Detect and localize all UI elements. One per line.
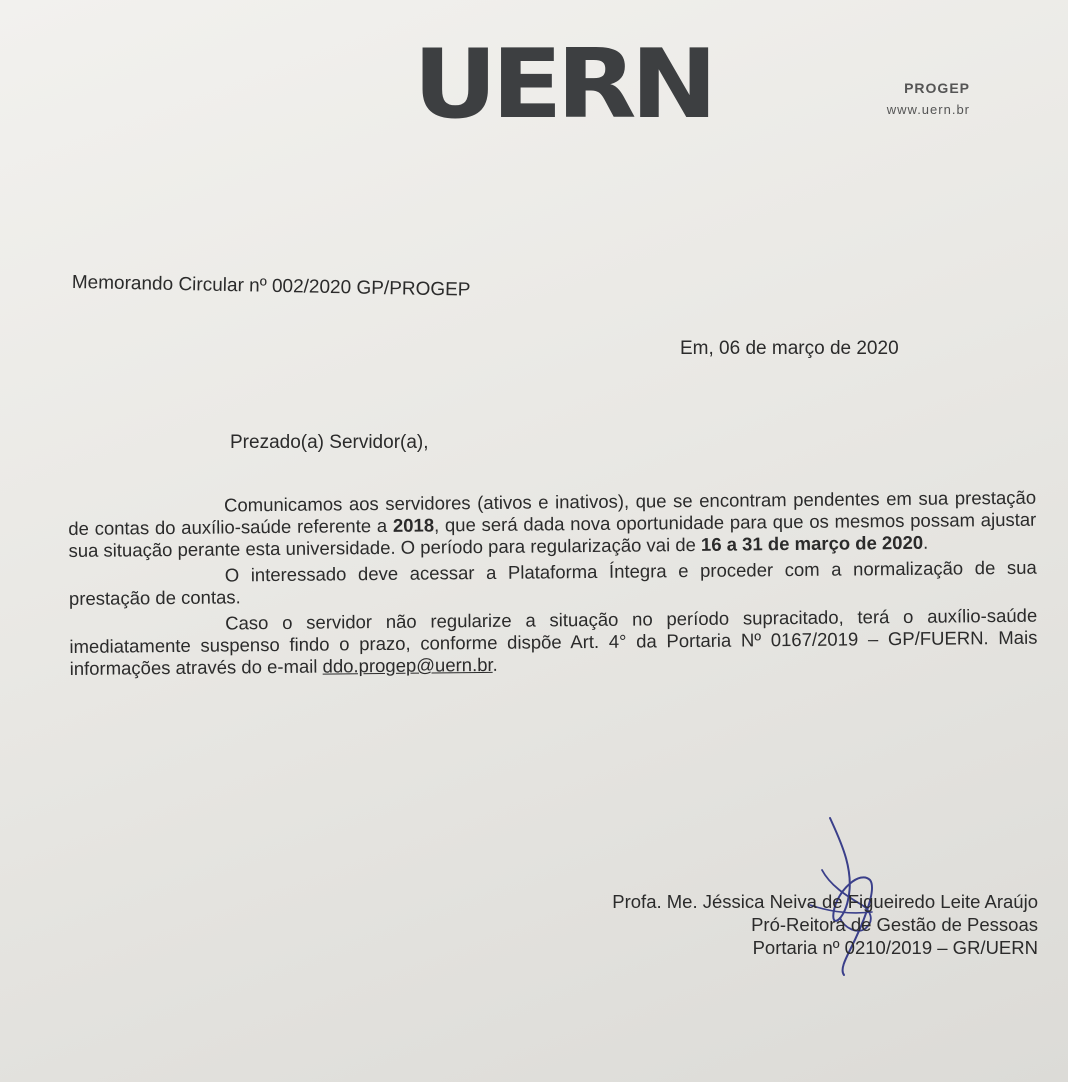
signatory-role: Pró-Reitora de Gestão de Pessoas — [751, 914, 1038, 935]
p3-text-a: Caso o servidor não regularize a situação no período supracitado, terá o auxílio-saúde imediatamente suspenso findo o prazo, conforme dispõe Art. 4° da Portaria Nº 0167/2019 – GP/FUERN. Mais informações através do e-mail — [69, 604, 1038, 679]
p1-text-c: . — [923, 531, 929, 553]
uern-logo: UERN — [413, 27, 712, 140]
signature-block — [612, 890, 1038, 959]
signatory-name: Profa. Me. Jéssica Neiva de Figueiredo Leite Araújo — [612, 891, 1038, 912]
department-label: PROGEP — [904, 80, 970, 96]
memo-date: Em, 06 de março de 2020 — [680, 338, 899, 359]
header-contact — [887, 80, 970, 117]
memo-greeting: Prezado(a) Servidor(a), — [230, 432, 429, 453]
p1-text-a: Comunicamos aos servidores (ativos e inativos), que se encontram pendentes em sua prestação de contas do auxílio-saúde referente a — [68, 486, 1037, 539]
website-label: www.uern.br — [886, 102, 970, 117]
signatory-ordinance: Portaria nº 0210/2019 – GR/UERN — [752, 937, 1038, 958]
p1-period: 16 a 31 de março de 2020 — [700, 531, 924, 555]
p1-year: 2018 — [392, 514, 435, 536]
contact-email: ddo.progep@uern.br — [322, 653, 493, 677]
memo-reference: Memorando Circular nº 002/2020 GP/PROGEP — [71, 272, 471, 301]
p3-text-b: . — [492, 653, 498, 675]
paragraph-2: O interessado deve acessar a Plataforma Íntegra e proceder com a normalização de sua prestação de contas. — [68, 556, 1037, 609]
memo-body — [68, 487, 1038, 684]
p1-text-b: , que será dada nova oportunidade para que os mesmos possam ajustar sua situação perante esta universidade. O período para regularização vai de — [68, 508, 1037, 561]
paragraph-3 — [69, 605, 1038, 680]
paragraph-1 — [68, 487, 1037, 562]
